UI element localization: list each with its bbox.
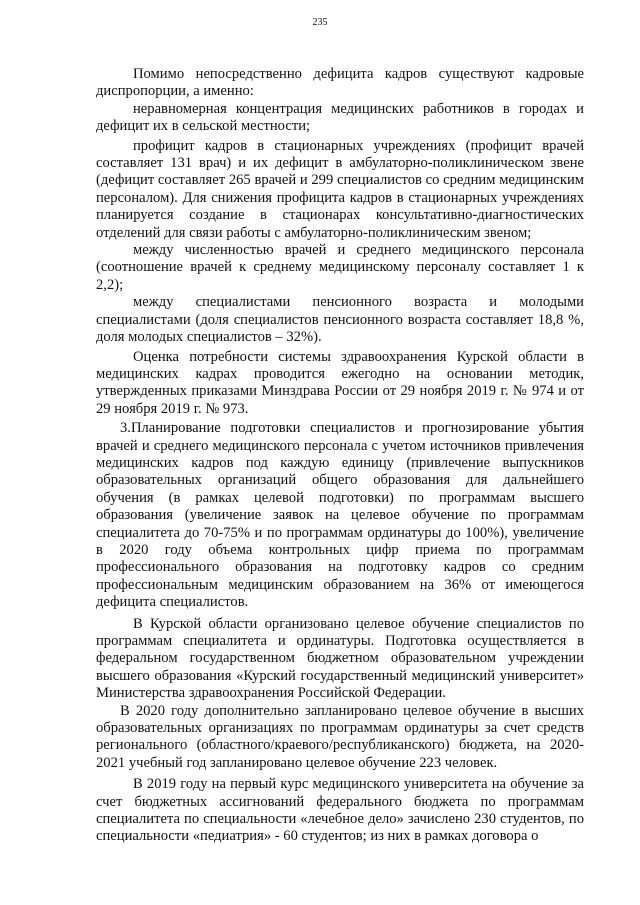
paragraph-doctor-nurse-ratio: между численностью врачей и среднего медицинского персонала (соотношение врачей к среднему медицинскому персоналу составляет 1 к 2,2); <box>96 242 584 293</box>
document-body <box>96 66 584 846</box>
paragraph-age-structure: между специалистами пенсионного возраста и молодыми специалистами (доля специалистов пенсионного возраста составляет 18,8 %, доля молодых специалистов – 32%). <box>96 294 584 346</box>
paragraph-targeted-training: В Курской области организовано целевое обучение специалистов по программам специалитета и ординатуры. Подготовка осуществляется в федеральном государственном бюджетном образовательном учреждении высшего образования «Курский государственный медицинский университет» Министерства здравоохранения Российской Федерации. <box>96 615 584 702</box>
paragraph-2020-residency: В 2020 году дополнительно запланировано целевое обучение в высших образовательных организациях по программам ординатуры за счет средств регионального (областного/краевого/республиканского) бюджета, на 2020-2021 учебный год запланировано целевое обучение 223 человек. <box>96 702 584 771</box>
paragraph-staff-disproportions-intro: Помимо непосредственно дефицита кадров существуют кадровые диспропорции, а именно: <box>96 66 584 100</box>
paragraph-training-planning: 3.Планирование подготовки специалистов и прогнозирование убытия врачей и среднего медицинского персонала с учетом источников привлечения медицинских кадров под каждую единицу (привлечение выпускников образовательных организаций общего образования для дальнейшего обучения (в рамках целевой подготовки) по программам высшего образования (увеличение заявок на целевое обучение по программам специалитета до 70-75% и по программам ординатуры до 100%), увеличение в 2020 году объема контрольных цифр приема по программам профессионального образования на подготовку кадров со средним профессиональным медицинским образованием на 36% от имеющегося дефицита специалистов. <box>96 420 584 611</box>
paragraph-2019-enrollment: В 2019 году на первый курс медицинского университета на обучение за счет бюджетных ассигнований федерального бюджета по программам специалитета по специальности «лечебное дело» зачислено 230 студентов, по специальности «педиатрия» - 60 студентов; из них в рамках договора о <box>96 776 584 845</box>
paragraph-uneven-concentration: неравномерная концентрация медицинских работников в городах и дефицит их в сельской местности; <box>96 100 584 135</box>
paragraph-inpatient-surplus: профицит кадров в стационарных учреждениях (профицит врачей составляет 131 врач) и их дефицит в амбулаторно-поликлиническом звене (дефицит составляет 265 врачей и 299 специалистов со средним медицинским персоналом). Для снижения профицита кадров в стационарных учреждениях планируется создание в стационарах консультативно-диагностических отделений для связи работы с амбулаторно-поликлиническим звеном; <box>96 137 584 241</box>
page-number: 235 <box>312 17 328 28</box>
paragraph-needs-assessment: Оценка потребности системы здравоохранения Курской области в медицинских кадрах проводится ежегодно на основании методик, утвержденных приказами Минздрава России от 29 ноября 2019 г. № 974 и от 29 ноября 2019 г. № 973. <box>96 348 584 417</box>
